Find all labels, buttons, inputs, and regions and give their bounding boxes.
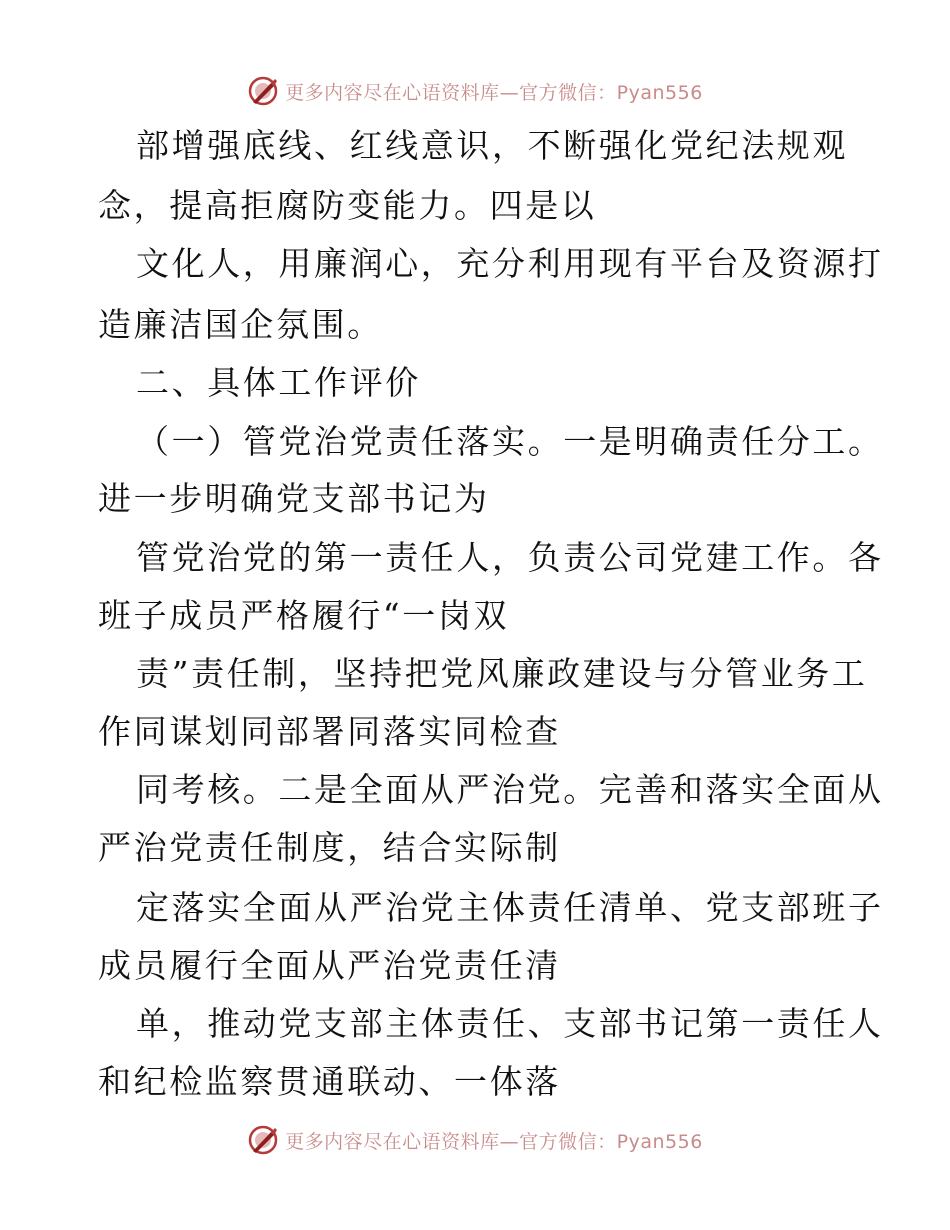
body-line: 和纪检监察贯通联动、一体落 xyxy=(98,1062,561,1101)
body-line: 责”责任制，坚持把党风廉政建设与分管业务工 xyxy=(136,654,868,693)
header-watermark xyxy=(0,71,950,111)
body-line: 班子成员严格履行“一岗双 xyxy=(98,596,510,635)
body-line: 文化人，用廉润心，充分利用现有平台及资源打 xyxy=(136,244,884,283)
body-line: 单，推动党支部主体责任、支部书记第一责任人 xyxy=(136,1004,884,1043)
body-line: 同考核。二是全面从严治党。完善和落实全面从 xyxy=(136,770,884,809)
body-line: 部增强底线、红线意识，不断强化党纪法规观 xyxy=(136,126,848,165)
body-line: 管党治党的第一责任人，负责公司党建工作。各 xyxy=(136,538,884,577)
body-line: 进一步明确党支部书记为 xyxy=(98,479,490,518)
body-line: 定落实全面从严治党主体责任清单、党支部班子 xyxy=(136,888,884,927)
section-heading: 二、具体工作评价 xyxy=(136,363,421,402)
quill-pen-seal-icon xyxy=(247,75,279,107)
watermark-text: 更多内容尽在心语资料库—官方微信：Pyan556 xyxy=(285,81,703,104)
body-line: 严治党责任制度，结合实际制 xyxy=(98,828,561,867)
body-line: 念，提高拒腐防变能力。四是以 xyxy=(98,186,597,225)
body-line: 造廉洁国企氛围。 xyxy=(98,305,383,344)
body-line: 成员履行全面从严治党责任清 xyxy=(98,946,561,985)
watermark-text: 更多内容尽在心语资料库—官方微信：Pyan556 xyxy=(285,1130,703,1153)
footer-watermark xyxy=(0,1120,950,1160)
body-line: 作同谋划同部署同落实同检查 xyxy=(98,712,561,751)
quill-pen-seal-icon xyxy=(247,1124,279,1156)
body-line: （一）管党治党责任落实。一是明确责任分工。 xyxy=(136,422,884,461)
